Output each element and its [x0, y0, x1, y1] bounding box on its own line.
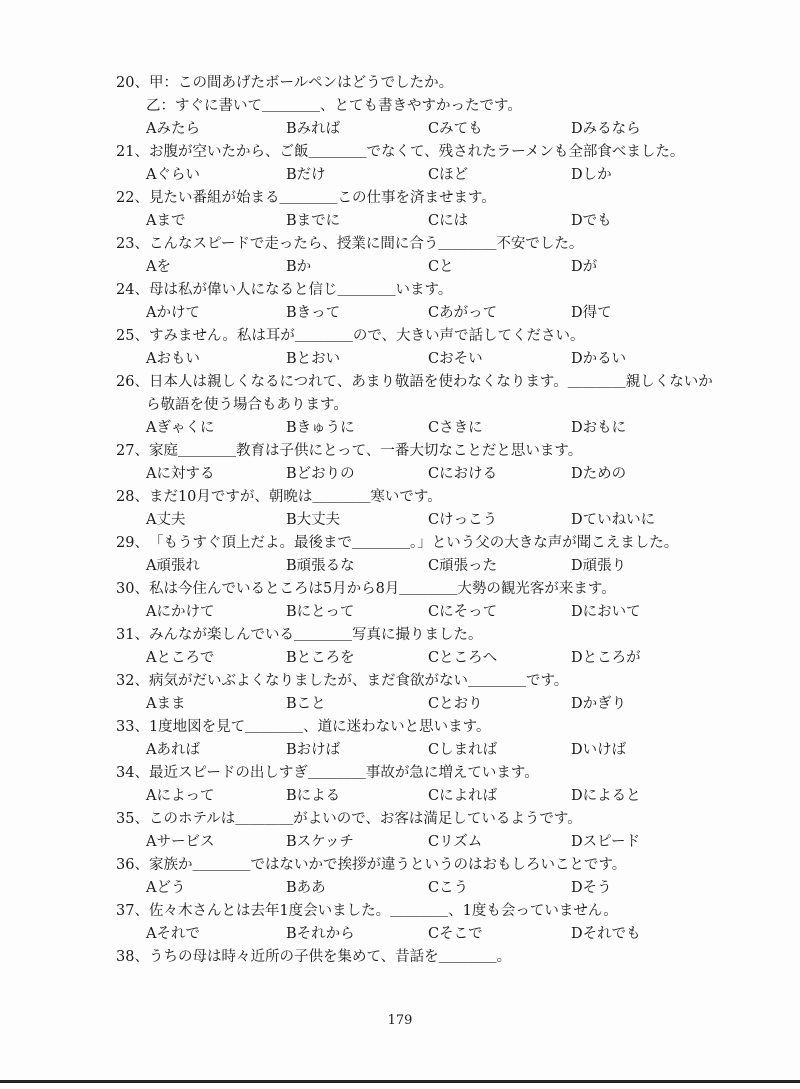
question-item	[116, 578, 756, 624]
question-number: 31、	[116, 627, 149, 643]
question-stem	[116, 578, 756, 601]
question-text: 甲：この間あげたボールペンはどうでしたか。	[148, 75, 454, 91]
answer-option[interactable]: Bか	[286, 259, 312, 275]
answer-option[interactable]: Aどう	[146, 880, 186, 896]
answer-option[interactable]: Bどおりの	[286, 466, 355, 482]
question-number: 36、	[116, 857, 149, 873]
question-stem	[116, 72, 756, 95]
question-number: 29、	[116, 535, 149, 551]
answer-option[interactable]: Bみれば	[286, 121, 341, 137]
answer-option[interactable]: Bスケッチ	[286, 834, 354, 850]
answer-options	[116, 877, 756, 900]
answer-option[interactable]: Cところへ	[428, 650, 498, 666]
question-stem	[116, 854, 756, 877]
answer-option[interactable]: Cそこで	[428, 926, 483, 942]
question-text: すみません。私は耳が＿＿＿＿ので、大きい声で話してください。	[148, 328, 585, 344]
question-list	[116, 72, 756, 969]
question-number: 32、	[116, 673, 149, 689]
question-item	[116, 624, 756, 670]
question-item	[116, 486, 756, 532]
question-text: 病気がだいぶよくなりましたが、まだ食欲がない＿＿＿＿です。	[148, 673, 569, 689]
answer-option[interactable]: Aあれば	[146, 742, 200, 758]
question-number: 26、	[116, 374, 149, 390]
question-text: みんなが楽しんでいる＿＿＿＿写真に撮りました。	[148, 627, 483, 643]
question-number: 38、	[116, 949, 149, 965]
answer-option[interactable]: Cによれば	[428, 788, 498, 804]
answer-option[interactable]: Bまでに	[286, 213, 341, 229]
question-item	[116, 900, 756, 946]
question-item	[116, 371, 756, 440]
question-text: 「もうすぐ頂上だよ。最後まで＿＿＿＿。」という父の大きな声が聞こえました。	[148, 535, 679, 551]
answer-options	[116, 463, 756, 486]
question-text: 家庭＿＿＿＿教育は子供にとって、一番大切なことだと思います。	[148, 443, 583, 459]
question-stem	[116, 670, 756, 693]
question-text: お腹が空いたから、ご飯＿＿＿＿でなくて、残されたラーメンも全部食べました。	[148, 144, 685, 160]
answer-option[interactable]: Dていねいに	[571, 512, 656, 528]
question-stem	[116, 440, 756, 463]
answer-option[interactable]: Dところが	[571, 650, 641, 666]
question-item	[116, 946, 756, 969]
answer-option[interactable]: Dにおいて	[571, 604, 641, 620]
answer-options	[116, 739, 756, 762]
question-item	[116, 72, 756, 141]
question-text: 私は今住んでいるところは5月から8月＿＿＿＿大勢の観光客が来ます。	[148, 581, 616, 597]
question-stem	[116, 946, 756, 969]
answer-option[interactable]: C頑張った	[428, 558, 498, 574]
answer-options	[116, 601, 756, 624]
question-stem	[116, 279, 756, 302]
question-number: 34、	[116, 765, 149, 781]
answer-option[interactable]: Bところを	[286, 650, 355, 666]
question-item	[116, 325, 756, 371]
answer-options	[116, 831, 756, 854]
answer-option[interactable]: Dが	[571, 259, 598, 275]
page-number: 179	[387, 1013, 413, 1028]
answer-option[interactable]: Aぐらい	[146, 167, 200, 183]
question-number: 25、	[116, 328, 149, 344]
answer-option[interactable]: D得て	[571, 305, 612, 321]
answer-option[interactable]: Bによる	[286, 788, 341, 804]
answer-option[interactable]: Aまま	[146, 696, 186, 712]
answer-option[interactable]: Aおもい	[146, 351, 200, 367]
answer-option[interactable]: Cほど	[428, 167, 469, 183]
question-number: 33、	[116, 719, 149, 735]
answer-option[interactable]: Cにそって	[428, 604, 498, 620]
answer-option[interactable]: Bだけ	[286, 167, 326, 183]
question-number: 24、	[116, 282, 149, 298]
question-text: このホテルは＿＿＿＿がよいので、お客は満足しているようです。	[148, 811, 582, 827]
answer-option[interactable]: Aぎゃくに	[146, 420, 215, 436]
question-stem-continued	[116, 95, 756, 118]
answer-options	[116, 164, 756, 187]
question-item	[116, 440, 756, 486]
answer-option[interactable]: Cしまれば	[428, 742, 498, 758]
question-item	[116, 141, 756, 187]
answer-option[interactable]: A丈夫	[146, 512, 186, 528]
question-number: 35、	[116, 811, 149, 827]
answer-option[interactable]: Cリズム	[428, 834, 483, 850]
answer-option[interactable]: Cけっこう	[428, 512, 498, 528]
answer-options	[116, 923, 756, 946]
question-text: 乙：すぐに書いて＿＿＿＿、とても書きやすかったです。	[146, 98, 522, 114]
answer-option[interactable]: Dみるなら	[571, 121, 641, 137]
question-number: 28、	[116, 489, 149, 505]
question-number: 20、	[116, 75, 149, 91]
answer-options	[116, 256, 756, 279]
question-number: 30、	[116, 581, 149, 597]
answer-options	[116, 210, 756, 233]
question-stem	[116, 624, 756, 647]
answer-option[interactable]: Bとおい	[286, 351, 341, 367]
answer-options	[116, 693, 756, 716]
answer-option[interactable]: Aまで	[146, 213, 186, 229]
answer-options	[116, 785, 756, 808]
answer-options	[116, 555, 756, 578]
answer-options	[116, 647, 756, 670]
answer-option[interactable]: Dでも	[571, 213, 612, 229]
answer-option[interactable]: Dそれでも	[571, 926, 641, 942]
question-text: うちの母は時々近所の子供を集めて、昔話を＿＿＿＿。	[148, 949, 512, 965]
question-stem	[116, 187, 756, 210]
question-text: 家族か＿＿＿＿ではないかで挨拶が違うというのはおもしろいことです。	[148, 857, 627, 873]
answer-option[interactable]: Dによると	[571, 788, 641, 804]
question-number: 27、	[116, 443, 149, 459]
question-stem	[116, 900, 756, 923]
answer-option[interactable]: Cおそい	[428, 351, 483, 367]
bottom-rule	[0, 1080, 800, 1083]
question-number: 23、	[116, 236, 149, 252]
answer-option[interactable]: Dスピード	[571, 834, 641, 850]
question-text: こんなスピードで走ったら、授業に間に合う＿＿＿＿不安でした。	[148, 236, 584, 252]
answer-option[interactable]: Dための	[571, 466, 627, 482]
question-stem	[116, 141, 756, 164]
question-text: ら敬語を使う場合もあります。	[146, 397, 348, 413]
answer-option[interactable]: Dいけば	[571, 742, 627, 758]
answer-option[interactable]: A頑張れ	[146, 558, 200, 574]
answer-options	[116, 302, 756, 325]
answer-option[interactable]: Aみたら	[146, 121, 200, 137]
answer-option[interactable]: Bこと	[286, 696, 326, 712]
question-item	[116, 233, 756, 279]
answer-option[interactable]: Aかけて	[146, 305, 200, 321]
answer-option[interactable]: Cにおける	[428, 466, 498, 482]
answer-option[interactable]: Aサービス	[146, 834, 215, 850]
answer-option[interactable]: Aに対する	[146, 466, 215, 482]
answer-option[interactable]: D頑張り	[571, 558, 627, 574]
question-text: 見たい番組が始まる＿＿＿＿この仕事を済ませます。	[148, 190, 496, 206]
answer-option[interactable]: Bにとって	[286, 604, 355, 620]
answer-option[interactable]: Cさきに	[428, 420, 483, 436]
answer-option[interactable]: Aを	[146, 259, 171, 275]
question-item	[116, 808, 756, 854]
question-number: 21、	[116, 144, 149, 160]
answer-option[interactable]: Cと	[428, 259, 454, 275]
answer-option[interactable]: B大丈夫	[286, 512, 341, 528]
question-text: 母は私が偉い人になると信じ＿＿＿＿います。	[148, 282, 453, 298]
question-stem	[116, 808, 756, 831]
question-text: 1度地図を見て＿＿＿＿、道に迷わないと思います。	[148, 719, 491, 735]
question-stem	[116, 371, 756, 394]
question-item	[116, 279, 756, 325]
answer-option[interactable]: Dそう	[571, 880, 612, 896]
answer-option[interactable]: Bおけば	[286, 742, 341, 758]
answer-option[interactable]: Cとおり	[428, 696, 483, 712]
question-stem	[116, 532, 756, 555]
question-stem-continued	[116, 394, 756, 417]
answer-option[interactable]: Cあがって	[428, 305, 498, 321]
answer-option[interactable]: Aところで	[146, 650, 215, 666]
answer-option[interactable]: Cみても	[428, 121, 483, 137]
question-item	[116, 762, 756, 808]
answer-option[interactable]: Bそれから	[286, 926, 355, 942]
answer-option[interactable]: Aにかけて	[146, 604, 215, 620]
answer-options	[116, 348, 756, 371]
answer-option[interactable]: Cこう	[428, 880, 469, 896]
answer-option[interactable]: Aによって	[146, 788, 215, 804]
question-item	[116, 532, 756, 578]
answer-options	[116, 417, 756, 440]
answer-option[interactable]: Bきゅうに	[286, 420, 355, 436]
question-number: 37、	[116, 903, 149, 919]
answer-option[interactable]: Bきって	[286, 305, 341, 321]
question-stem	[116, 233, 756, 256]
question-text: まだ10月ですが、朝晩は＿＿＿＿寒いです。	[148, 489, 442, 505]
answer-options	[116, 118, 756, 141]
question-text: 最近スピードの出しすぎ＿＿＿＿事故が急に増えています。	[148, 765, 539, 781]
answer-option[interactable]: Dしか	[571, 167, 612, 183]
answer-option[interactable]: Dおもに	[571, 420, 627, 436]
question-stem	[116, 716, 756, 739]
question-item	[116, 854, 756, 900]
question-stem	[116, 762, 756, 785]
question-text: 日本人は親しくなるにつれて、あまり敬語を使わなくなります。＿＿＿＿親しくないか	[148, 374, 713, 390]
answer-options	[116, 509, 756, 532]
answer-option[interactable]: Dかぎり	[571, 696, 627, 712]
question-number: 22、	[116, 190, 149, 206]
answer-option[interactable]: Dかるい	[571, 351, 627, 367]
answer-option[interactable]: B頑張るな	[286, 558, 355, 574]
question-stem	[116, 486, 756, 509]
answer-option[interactable]: Cには	[428, 213, 469, 229]
answer-option[interactable]: Bああ	[286, 880, 326, 896]
question-text: 佐々木さんとは去年1度会いました。＿＿＿＿、1度も会っていません。	[148, 903, 618, 919]
question-item	[116, 670, 756, 716]
question-item	[116, 187, 756, 233]
answer-option[interactable]: Aそれで	[146, 926, 200, 942]
question-item	[116, 716, 756, 762]
question-stem	[116, 325, 756, 348]
